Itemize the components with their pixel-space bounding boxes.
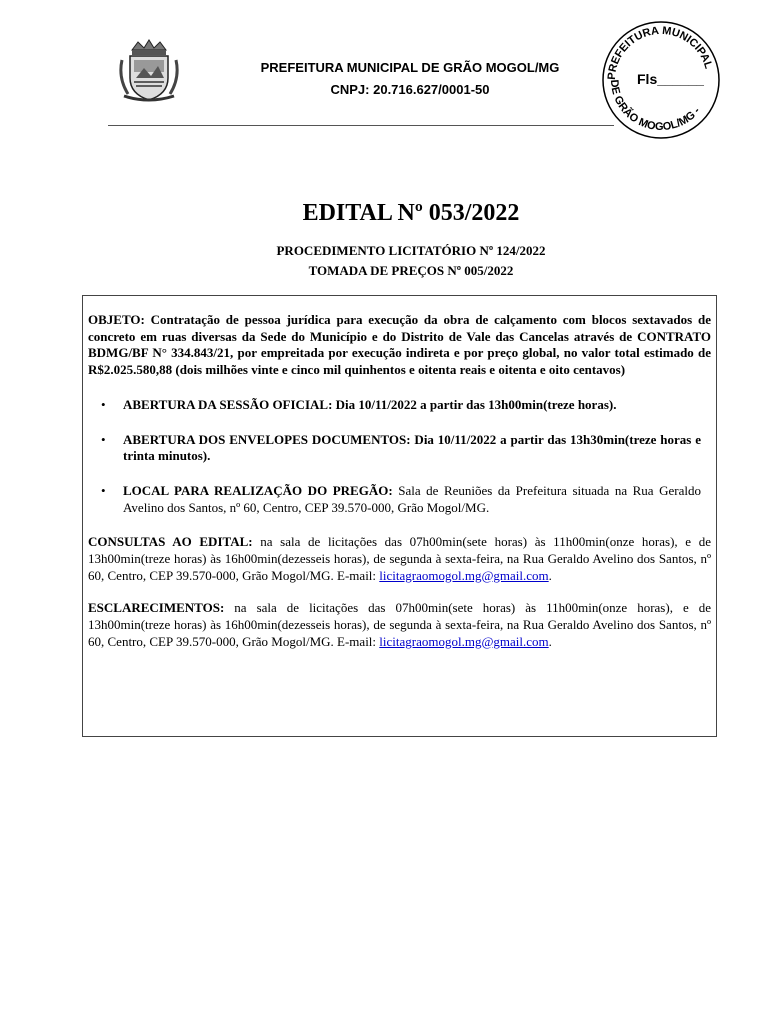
header-cnpj: CNPJ: 20.716.627/0001-50 [330,82,490,97]
list-item [101,482,701,516]
tomada-precos-line: TOMADA DE PREÇOS Nº 005/2022 [308,263,514,278]
list-item-label: ABERTURA DOS ENVELOPES DOCUMENTOS: Dia 10/11/2022 a partir das 13h30min(treze horas e trinta minutos). [123,431,701,464]
edital-details-box [82,295,717,737]
header-municipality: PREFEITURA MUNICIPAL DE GRÃO MOGOL/MG [260,60,560,75]
stamp-folio-label: Fls______ [637,71,704,87]
list-item-text: Sala de Reuniões da Prefeitura situada na Rua Geraldo Avelino dos Santos, nº 60, Centro, CEP 39.570-000, Grão Mogol/MG. [123,482,701,515]
esclarecimentos-end: . [548,633,552,649]
esclarecimentos-label: ESCLARECIMENTOS: [88,600,225,616]
list-item-label: LOCAL PARA REALIZAÇÃO DO PREGÃO: [123,482,393,498]
page-number-stamp [601,20,721,140]
edital-title: EDITAL Nº 053/2022 [302,200,520,226]
procedimento-line: PROCEDIMENTO LICITATÓRIO Nº 124/2022 [276,243,546,258]
esclarecimentos-email-link[interactable]: licitagraomogol.mg@gmail.com [379,633,549,649]
svg-text:DE GRÃO MOGOL/MG - [608,79,703,133]
consultas-email-link[interactable]: licitagraomogol.mg@gmail.com [379,567,549,583]
consultas-paragraph [88,534,711,584]
list-item-label: ABERTURA DA SESSÃO OFICIAL: Dia 10/11/2022 a partir das 13h00min(treze horas). [123,396,617,412]
consultas-text: na sala de licitações das 07h00min(sete horas) às 11h00min(onze horas), e de 13h00min(treze horas) às 16h00min(dezesseis horas), de segunda à sexta-feira, na Rua Geraldo Avelino dos Santos, nº 60, Centro, CEP 39.570-000, Grão Mogol/MG. E-mail: [88,534,711,583]
header-divider [108,125,614,126]
bullet-icon: • [101,482,106,498]
municipal-crest-logo [118,38,180,104]
objeto-paragraph: OBJETO: Contratação de pessoa jurídica para execução da obra de calçamento com blocos sextavados de concreto em ruas diversas da Sede do Município e do Distrito de Vale das Cancelas através de CONTRATO BDMG/BF N° 334.843/21, por empreitada por execução indireta e por preço global, no valor total estimado de R$2.025.580,88 (dois milhões vinte e cinco mil quinhentos e oitenta reais e oitenta e oito centavos) [88,312,711,378]
schedule-list [88,397,711,517]
edital-subtitle [0,241,770,281]
esclarecimentos-text: na sala de licitações das 07h00min(sete horas) às 11h00min(onze horas), e de 13h00min(treze horas) às 16h00min(dezesseis horas), de segunda à sexta-feira, na Rua Geraldo Avelino dos Santos, nº 60, Centro, CEP 39.570-000, Grão Mogol/MG. E-mail: [88,600,711,649]
list-item [101,396,701,414]
bullet-icon: • [101,431,106,447]
stamp-bottom-text: DE GRÃO MOGOL/MG - [607,79,703,134]
consultas-label: CONSULTAS AO EDITAL: [88,534,253,550]
esclarecimentos-paragraph [88,600,711,650]
bullet-icon: • [101,396,106,412]
document-header [195,57,625,101]
consultas-end: . [548,567,552,583]
list-item [101,431,701,465]
stamp-top-text: PREFEITURA MUNICIPAL [605,24,715,81]
